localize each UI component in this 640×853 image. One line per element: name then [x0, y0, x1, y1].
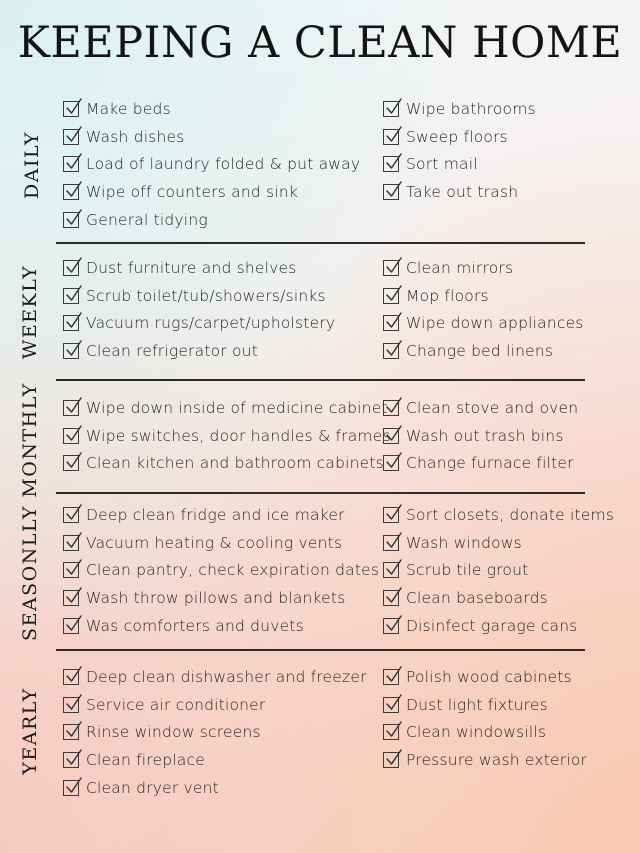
daily-left-column — [63, 95, 360, 233]
checkbox-checked-icon[interactable] — [383, 343, 399, 359]
checklist-item[interactable]: Deep clean dishwasher and freezer — [63, 663, 367, 691]
checkbox-checked-icon[interactable] — [63, 780, 79, 796]
checkbox-checked-icon[interactable] — [63, 101, 79, 117]
checklist-item[interactable]: Sort closets, donate items — [383, 501, 614, 529]
weekly-left-column — [63, 254, 335, 365]
checkbox-checked-icon[interactable] — [383, 618, 399, 634]
checkbox-checked-icon[interactable] — [383, 129, 399, 145]
checkbox-checked-icon[interactable] — [63, 535, 79, 551]
section-label-yearly: YEARLY — [19, 687, 41, 775]
checkbox-checked-icon[interactable] — [63, 400, 79, 416]
checkbox-checked-icon[interactable] — [63, 669, 79, 685]
checklist-item[interactable]: Sweep floors — [383, 123, 536, 151]
section-divider — [56, 379, 585, 381]
yearly-right-column — [383, 663, 587, 774]
checklist-item[interactable]: Rinse window screens — [63, 718, 367, 746]
checkbox-checked-icon[interactable] — [63, 156, 79, 172]
checklist-item[interactable]: Wipe down inside of medicine cabinet — [63, 394, 391, 422]
checklist-item[interactable]: Clean stove and oven — [383, 394, 578, 422]
checkbox-checked-icon[interactable] — [63, 428, 79, 444]
checklist-item[interactable]: Was comforters and duvets — [63, 612, 379, 640]
checklist-item[interactable]: Clean kitchen and bathroom cabinets — [63, 449, 391, 477]
checkbox-checked-icon[interactable] — [383, 507, 399, 523]
yearly-left-column — [63, 663, 367, 801]
weekly-right-column — [383, 254, 584, 365]
checklist-item[interactable]: Pressure wash exterior — [383, 746, 587, 774]
checklist-item[interactable]: Wash throw pillows and blankets — [63, 584, 379, 612]
section-divider — [56, 492, 585, 494]
checklist-item[interactable]: Clean windowsills — [383, 718, 587, 746]
checkbox-checked-icon[interactable] — [63, 288, 79, 304]
checkbox-checked-icon[interactable] — [383, 697, 399, 713]
checklist-item[interactable]: Scrub toilet/tub/showers/sinks — [63, 282, 335, 310]
checkbox-checked-icon[interactable] — [63, 618, 79, 634]
checkbox-checked-icon[interactable] — [63, 129, 79, 145]
section-label-seasonally: SEASONLLY — [19, 505, 41, 641]
checkbox-checked-icon[interactable] — [63, 697, 79, 713]
checklist-item[interactable]: Wipe off counters and sink — [63, 178, 360, 206]
checklist-item[interactable]: Wipe switches, door handles & frames — [63, 422, 391, 450]
section-divider — [56, 242, 585, 244]
checklist-item[interactable]: Sort mail — [383, 150, 536, 178]
checkbox-checked-icon[interactable] — [63, 260, 79, 276]
checkbox-checked-icon[interactable] — [383, 562, 399, 578]
section-label-monthly: MONTHLY — [19, 382, 41, 498]
section-divider — [56, 649, 585, 651]
checklist-item[interactable]: Vacuum heating & cooling vents — [63, 529, 379, 557]
checkbox-checked-icon[interactable] — [383, 184, 399, 200]
checklist-item[interactable]: Load of laundry folded & put away — [63, 150, 360, 178]
checkbox-checked-icon[interactable] — [63, 184, 79, 200]
section-label-weekly: WEEKLY — [19, 264, 41, 360]
monthly-right-column — [383, 394, 578, 477]
checkbox-checked-icon[interactable] — [383, 535, 399, 551]
checklist-item[interactable]: Clean mirrors — [383, 254, 584, 282]
checklist-item[interactable]: Wash out trash bins — [383, 422, 578, 450]
checklist-item[interactable]: Polish wood cabinets — [383, 663, 587, 691]
checkbox-checked-icon[interactable] — [63, 455, 79, 471]
checklist-item[interactable]: Change furnace filter — [383, 449, 578, 477]
seasonally-left-column — [63, 501, 379, 639]
checklist-item[interactable]: Take out trash — [383, 178, 536, 206]
checkbox-checked-icon[interactable] — [383, 315, 399, 331]
checklist-item[interactable]: Dust light fixtures — [383, 691, 587, 719]
checklist-item[interactable]: Clean pantry, check expiration dates — [63, 556, 379, 584]
checkbox-checked-icon[interactable] — [63, 212, 79, 228]
checklist-item[interactable]: Wash dishes — [63, 123, 360, 151]
checkbox-checked-icon[interactable] — [63, 752, 79, 768]
checklist-item[interactable]: Service air conditioner — [63, 691, 367, 719]
checkbox-checked-icon[interactable] — [383, 669, 399, 685]
checklist-item[interactable]: Wipe down appliances — [383, 309, 584, 337]
checkbox-checked-icon[interactable] — [383, 428, 399, 444]
seasonally-right-column — [383, 501, 614, 639]
section-label-daily: DAILY — [21, 131, 43, 199]
checklist-item[interactable]: Change bed linens — [383, 337, 584, 365]
checklist-item[interactable]: Dust furniture and shelves — [63, 254, 335, 282]
checkbox-checked-icon[interactable] — [383, 288, 399, 304]
checkbox-checked-icon[interactable] — [383, 260, 399, 276]
checkbox-checked-icon[interactable] — [63, 315, 79, 331]
checkbox-checked-icon[interactable] — [63, 724, 79, 740]
checklist-item[interactable]: Clean baseboards — [383, 584, 614, 612]
checklist-item[interactable]: Wipe bathrooms — [383, 95, 536, 123]
daily-right-column — [383, 95, 536, 206]
checkbox-checked-icon[interactable] — [383, 752, 399, 768]
checkbox-checked-icon[interactable] — [63, 343, 79, 359]
checkbox-checked-icon[interactable] — [383, 156, 399, 172]
checkbox-checked-icon[interactable] — [383, 400, 399, 416]
checklist-item[interactable]: Clean fireplace — [63, 746, 367, 774]
checkbox-checked-icon[interactable] — [63, 590, 79, 606]
checklist-item[interactable]: Vacuum rugs/carpet/upholstery — [63, 309, 335, 337]
checkbox-checked-icon[interactable] — [383, 101, 399, 117]
checklist-item[interactable]: Deep clean fridge and ice maker — [63, 501, 379, 529]
checklist-item[interactable]: Wash windows — [383, 529, 614, 557]
checklist-item[interactable]: Clean refrigerator out — [63, 337, 335, 365]
checklist-item[interactable]: General tidying — [63, 206, 360, 234]
checkbox-checked-icon[interactable] — [383, 455, 399, 471]
monthly-left-column — [63, 394, 391, 477]
checkbox-checked-icon[interactable] — [63, 562, 79, 578]
checkbox-checked-icon[interactable] — [383, 724, 399, 740]
checklist-item[interactable]: Make beds — [63, 95, 360, 123]
page-title: KEEPING A CLEAN HOME — [17, 18, 623, 68]
checklist-item[interactable]: Disinfect garage cans — [383, 612, 614, 640]
checkbox-checked-icon[interactable] — [383, 590, 399, 606]
checklist-item[interactable]: Mop floors — [383, 282, 584, 310]
checklist-item[interactable]: Scrub tile grout — [383, 556, 614, 584]
checklist-item[interactable]: Clean dryer vent — [63, 774, 367, 802]
checkbox-checked-icon[interactable] — [63, 507, 79, 523]
